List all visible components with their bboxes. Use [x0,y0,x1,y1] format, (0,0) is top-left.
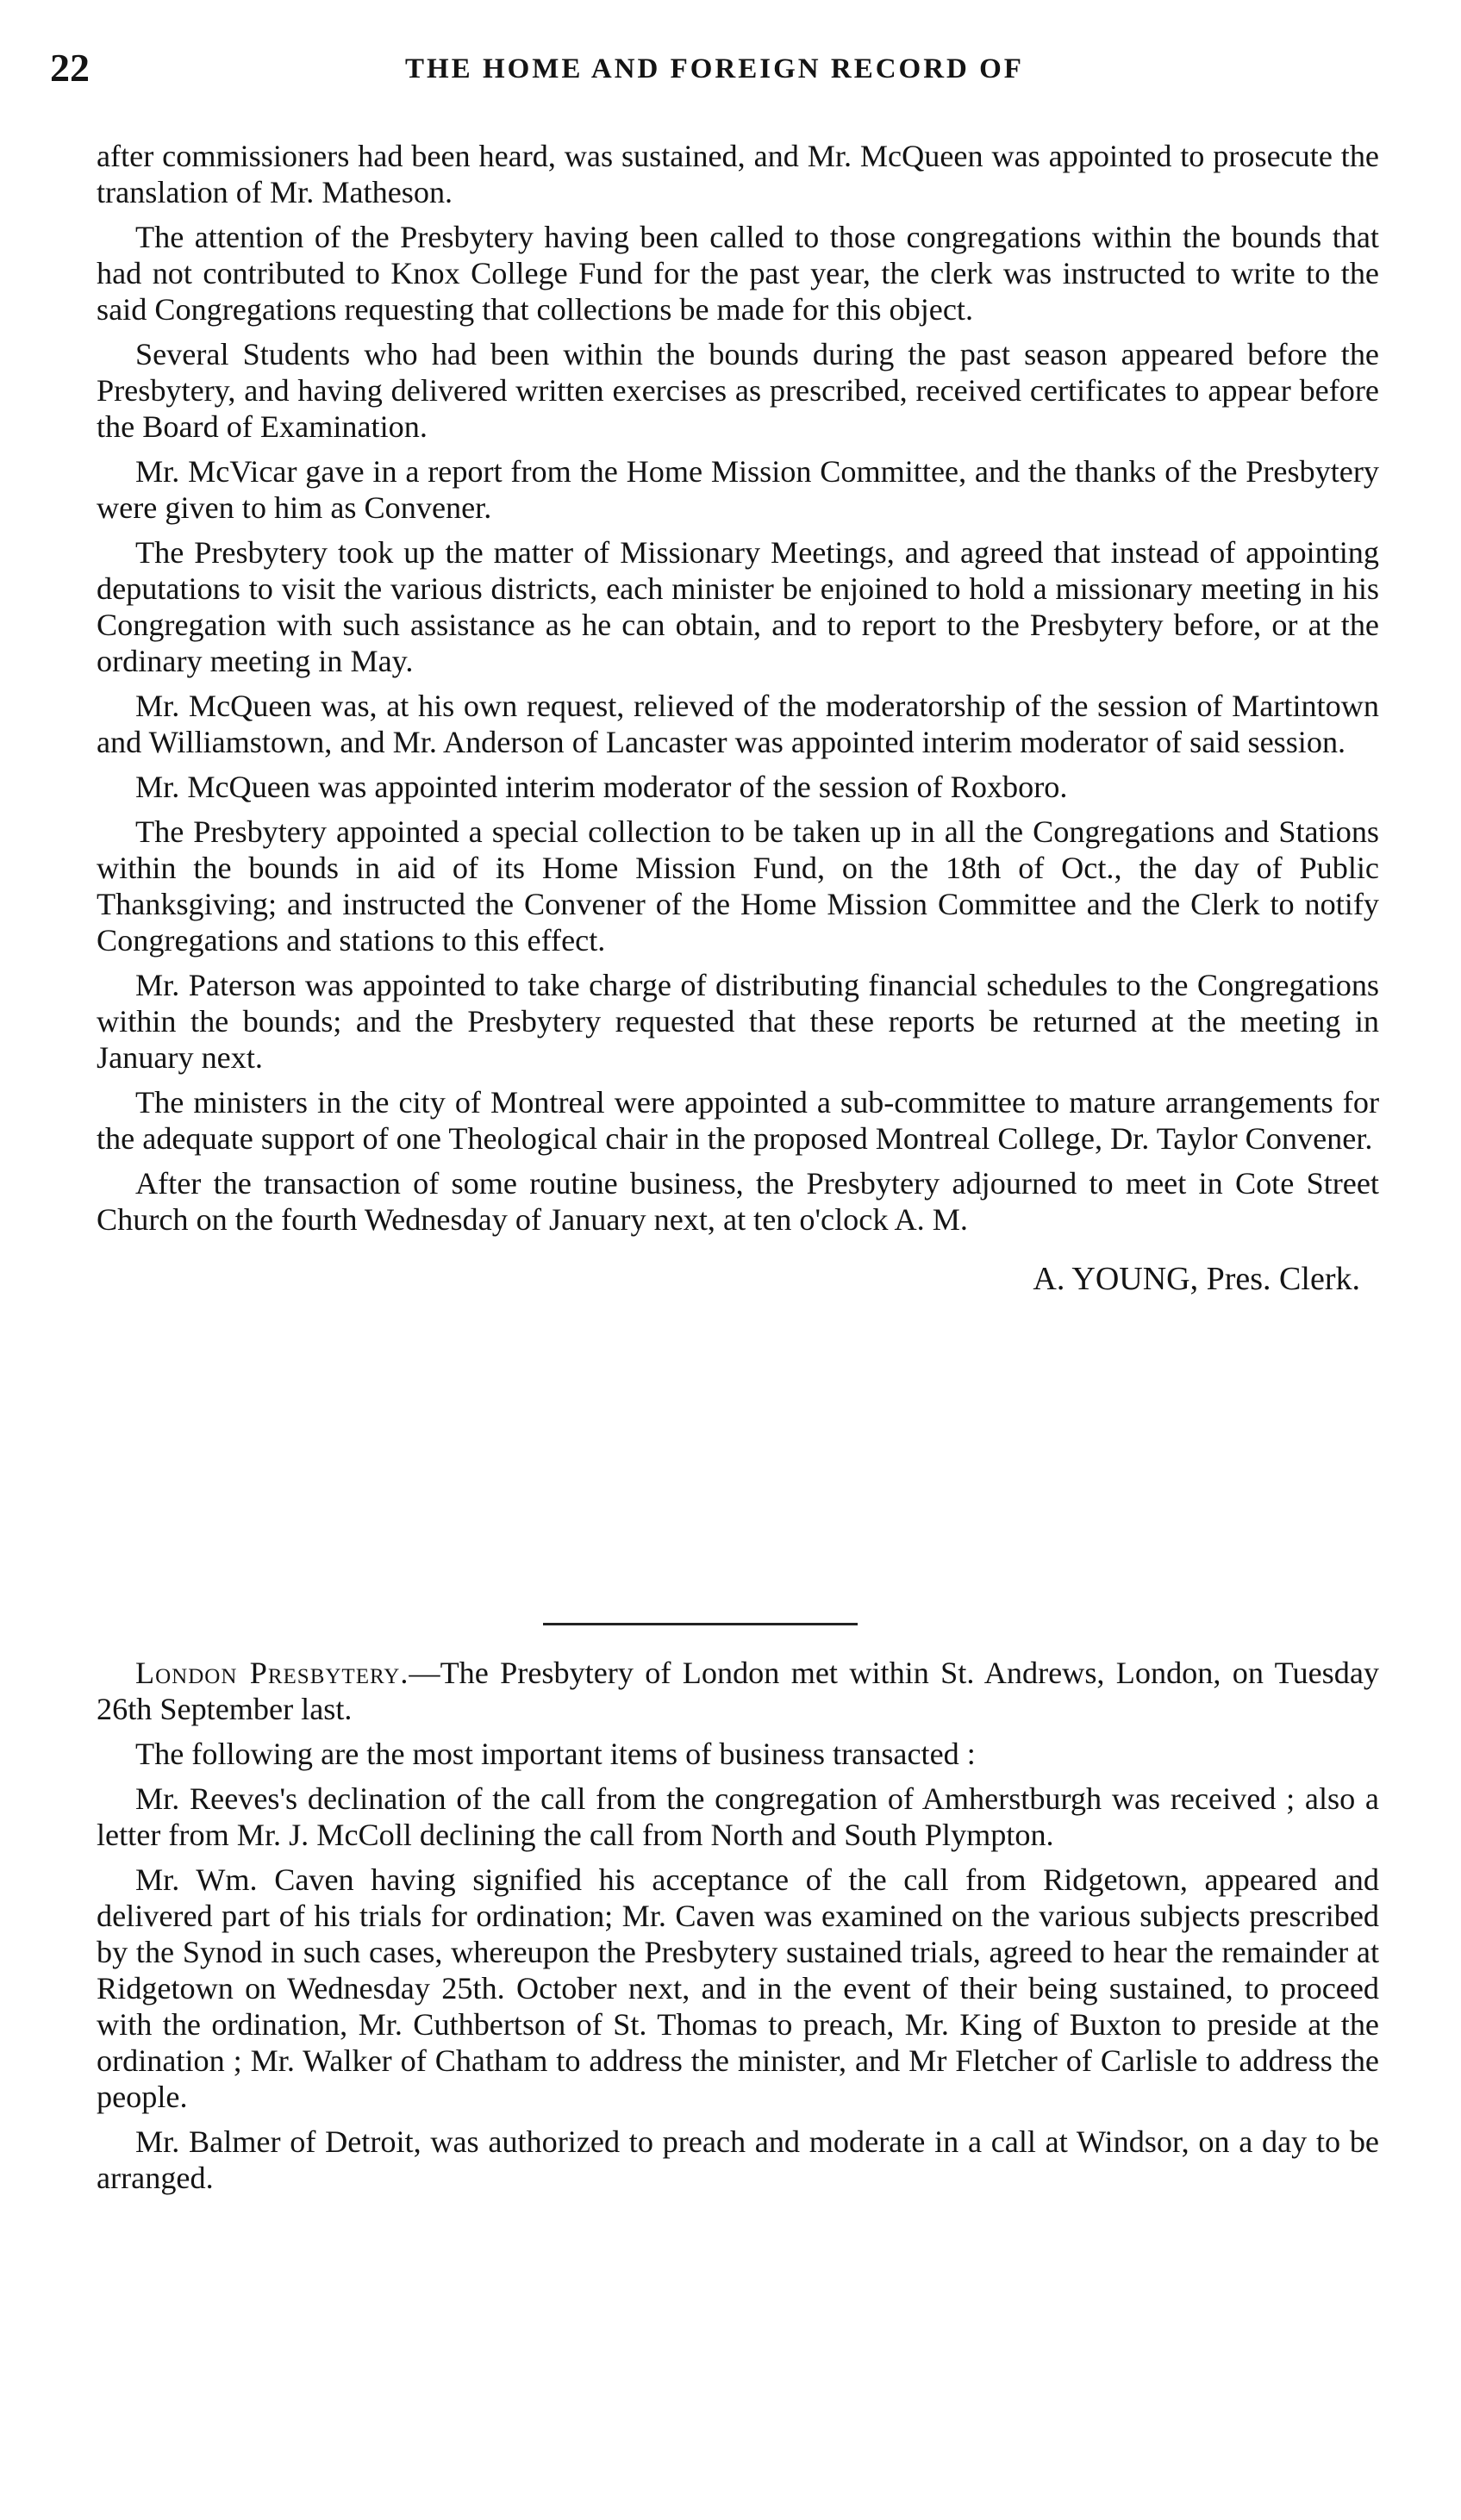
paragraph: Mr. McVicar gave in a report from the Home Mission Committee, and the thanks of the Presbytery were given to him as Convener. [97,454,1379,525]
section-heading: London Presbytery. [135,1656,409,1690]
paragraph: Mr. Reeves's declination of the call from the congregation of Amherstburgh was received ; also a letter from Mr. J. McColl declining the call from North and South Plympton. [97,1781,1379,1852]
running-title: THE HOME AND FOREIGN RECORD OF [405,53,1024,84]
paragraph: after commissioners had been heard, was sustained, and Mr. McQueen was appointed to prosecute the translation of Mr. Matheson. [97,139,1379,209]
london-presbytery-section [97,1655,1379,2205]
paragraph: Mr. McQueen was appointed interim moderator of the session of Roxboro. [135,770,1068,804]
page-header [43,45,1388,105]
paragraph: The attention of the Presbytery having been called to those congregations within the bounds that had not contributed to Knox College Fund for the past year, the clerk was instructed to write to the said Congregations requesting that collections be made for this object. [97,220,1379,327]
paragraph: The Presbytery appointed a special collection to be taken up in all the Congregations and Stations within the bounds in aid of its Home Mission Fund, on the 18th of Oct., the day of Public Thanksgiving; and instructed the Convener of the Home Mission Committee and the Clerk to notify Congregations and stations to this effect. [97,814,1379,957]
opening-text: —The Presbytery of London met within St. Andrews, London, on Tuesday 26th September last. [97,1656,1379,1726]
page-number: 22 [50,46,90,90]
paragraph: The following are the most important items of business transacted : [135,1737,976,1771]
paragraph: Mr. Balmer of Detroit, was authorized to preach and moderate in a call at Windsor, on a day to be arranged. [97,2124,1379,2195]
presbytery-minutes-section [97,138,1379,1298]
paragraph: The ministers in the city of Montreal were appointed a sub-committee to mature arrangements for the adequate support of one Theological chair in the proposed Montreal College, Dr. Taylor Convener. [97,1085,1379,1156]
section-divider [543,1623,858,1625]
paragraph: Mr. Paterson was appointed to take charge of distributing financial schedules to the Congregations within the bounds; and the Presbytery requested that these reports be returned at the meeting in January next. [97,968,1379,1075]
paragraph: Several Students who had been within the bounds during the past season appeared before the Presbytery, and having delivered written exercises as prescribed, received certificates to appear before the Board of Examination. [97,337,1379,444]
paragraph: Mr. McQueen was, at his own request, relieved of the moderatorship of the session of Martintown and Williamstown, and Mr. Anderson of Lancaster was appointed interim moderator of said session. [97,689,1379,759]
paragraph: Mr. Wm. Caven having signified his acceptance of the call from Ridgetown, appeared and delivered part of his trials for ordination; Mr. Caven was examined on the various subjects prescribed by the Synod in such cases, whereupon the Presbytery sustained trials, agreed to hear the remainder at Ridgetown on Wednesday 25th. October next, and in the event of their being sustained, to proceed with the ordination, Mr. Cuthbertson of St. Thomas to preach, Mr. King of Buxton to preside at the ordination ; Mr. Walker of Chatham to address the minister, and Mr Fletcher of Carlisle to address the people. [97,1862,1379,2114]
paragraph: The Presbytery took up the matter of Missionary Meetings, and agreed that instead of appointing deputations to visit the various districts, each minister be enjoined to hold a missionary meeting in his Congregation with such assistance as he can obtain, and to report to the Presbytery before, or at the ordinary meeting in May. [97,535,1379,678]
london-opening-paragraph [97,1655,1379,1727]
clerk-signature: A. YOUNG, Pres. Clerk. [1033,1261,1360,1297]
paragraph: After the transaction of some routine business, the Presbytery adjourned to meet in Cote Street Church on the fourth Wednesday of January next, at ten o'clock A. M. [97,1166,1379,1237]
